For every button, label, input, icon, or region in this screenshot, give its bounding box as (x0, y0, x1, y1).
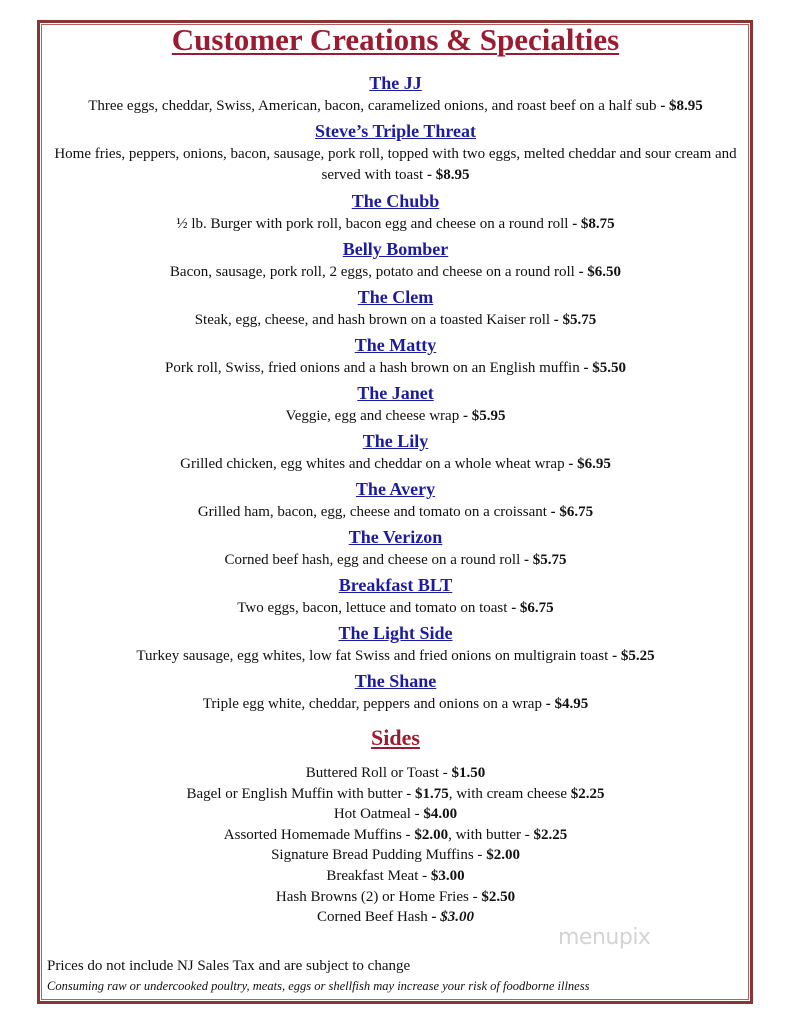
item-name: The Avery (355, 479, 436, 499)
side-text: , with butter - (448, 826, 534, 843)
item-desc-text: Two eggs, bacon, lettuce and tomato on toast (237, 600, 508, 616)
item-price: - $5.95 (462, 408, 506, 424)
side-text: Hash Browns (2) or Home Fries - (275, 888, 482, 905)
menu-item (40, 381, 751, 429)
item-name: The JJ (369, 73, 422, 93)
item-desc-text: Grilled chicken, egg whites and cheddar on a whole wheat wrap (180, 456, 565, 472)
page-title-text: Customer Creations & Specialties (171, 22, 620, 57)
menu-item (40, 333, 751, 381)
item-name: The Janet (357, 383, 434, 403)
item-description (40, 502, 751, 523)
side-text: Signature Bread Pudding Muffins - (271, 847, 487, 864)
item-desc-text: ½ lb. Burger with pork roll, bacon egg and cheese on a round roll (176, 216, 569, 232)
item-desc-text: Triple egg white, cheddar, peppers and onions on a wrap (202, 696, 542, 712)
item-description (40, 550, 751, 571)
side-price: $4.00 (423, 806, 458, 823)
item-description (40, 358, 751, 379)
menu-item (40, 621, 751, 669)
side-item (0, 866, 791, 887)
side-price: $1.75 (414, 785, 449, 802)
item-name: Steve’s Triple Threat (315, 121, 476, 141)
menu-item (40, 119, 751, 189)
item-name: The Clem (357, 287, 434, 307)
item-price: - $8.75 (572, 216, 615, 232)
side-item (0, 825, 791, 846)
health-warning: Consuming raw or undercooked poultry, meats, eggs or shellfish may increase your risk of foodborne illness (47, 979, 590, 993)
item-name: The Chubb (351, 191, 440, 211)
item-price: - $6.95 (568, 456, 611, 472)
tax-note: Prices do not include NJ Sales Tax and are subject to change (47, 958, 411, 974)
item-description (40, 310, 751, 331)
side-price: $3.00 (430, 867, 465, 884)
specialties-list (40, 71, 751, 717)
menu-item (40, 477, 751, 525)
menu-item (40, 237, 751, 285)
item-desc-text: Pork roll, Swiss, fried onions and a hash brown on an English muffin (165, 360, 580, 376)
side-item (0, 845, 791, 866)
menu-item (40, 285, 751, 333)
side-text: Assorted Homemade Muffins - (223, 826, 415, 843)
sides-heading (0, 725, 791, 751)
menu-item (40, 573, 751, 621)
side-text: Corned Beef Hash (316, 909, 432, 926)
menu-item (40, 669, 751, 717)
item-desc-text: Turkey sausage, egg whites, low fat Swiss and fried onions on multigrain toast (136, 648, 609, 664)
item-desc-text: Corned beef hash, egg and cheese on a round roll (224, 552, 521, 568)
item-price: - $4.95 (545, 696, 589, 712)
side-price: $2.00 (486, 847, 520, 864)
side-item (0, 887, 791, 908)
side-item (0, 907, 791, 928)
item-description (40, 214, 751, 235)
item-name: The Lily (362, 431, 429, 451)
item-price: - $5.75 (523, 552, 567, 568)
menu-item (40, 525, 751, 573)
sides-heading-text: Sides (371, 725, 420, 750)
item-description (40, 144, 751, 186)
sides-list (0, 763, 791, 928)
item-name: The Light Side (338, 623, 453, 643)
item-price: - $5.25 (612, 648, 655, 664)
side-price: - $3.00 (431, 909, 475, 926)
menu-item (40, 429, 751, 477)
item-description (40, 406, 751, 427)
item-description (40, 262, 751, 283)
watermark-logo: menupix (558, 925, 651, 950)
item-name: The Matty (354, 335, 437, 355)
item-description (40, 96, 751, 117)
item-price: - $5.75 (553, 312, 597, 328)
item-description (40, 598, 751, 619)
side-text: Buttered Roll or Toast - (305, 765, 452, 781)
item-description (40, 454, 751, 475)
side-price: $2.25 (533, 826, 568, 843)
page-title (0, 22, 791, 58)
side-text: Hot Oatmeal - (333, 806, 424, 823)
item-desc-text: Home fries, peppers, onions, bacon, sausage, pork roll, topped with two eggs, melted cheddar and sour cream and served with toast (54, 146, 737, 183)
item-price: - $6.75 (511, 600, 554, 616)
item-price: - $6.75 (550, 504, 594, 520)
item-price: - $8.95 (426, 167, 470, 183)
item-desc-text: Grilled ham, bacon, egg, cheese and tomato on a croissant (197, 504, 547, 520)
item-desc-text: Bacon, sausage, pork roll, 2 eggs, potato and cheese on a round roll (169, 264, 575, 280)
side-price: $2.50 (481, 888, 516, 905)
side-item (0, 763, 791, 784)
side-item (0, 784, 791, 805)
side-price: $2.25 (570, 785, 605, 802)
side-text: Bagel or English Muffin with butter - (186, 785, 415, 802)
side-text: , with cream cheese (448, 785, 571, 802)
item-price: - $5.50 (583, 360, 626, 376)
item-name: Breakfast BLT (338, 575, 453, 595)
item-description (40, 646, 751, 667)
side-text: Breakfast Meat - (326, 867, 431, 884)
side-price: $1.50 (451, 765, 486, 781)
item-desc-text: Veggie, egg and cheese wrap (285, 408, 460, 424)
menu-item (40, 71, 751, 119)
item-price: - $6.50 (578, 264, 622, 280)
menu-item (40, 189, 751, 237)
side-item (0, 804, 791, 825)
item-name: Belly Bomber (342, 239, 449, 259)
item-description (40, 694, 751, 715)
item-desc-text: Three eggs, cheddar, Swiss, American, bacon, caramelized onions, and roast beef on a half sub (88, 98, 657, 114)
side-price: $2.00 (414, 826, 449, 843)
item-price: - $8.95 (660, 98, 703, 114)
item-name: The Verizon (348, 527, 443, 547)
item-desc-text: Steak, egg, cheese, and hash brown on a toasted Kaiser roll (194, 312, 551, 328)
item-name: The Shane (354, 671, 437, 691)
